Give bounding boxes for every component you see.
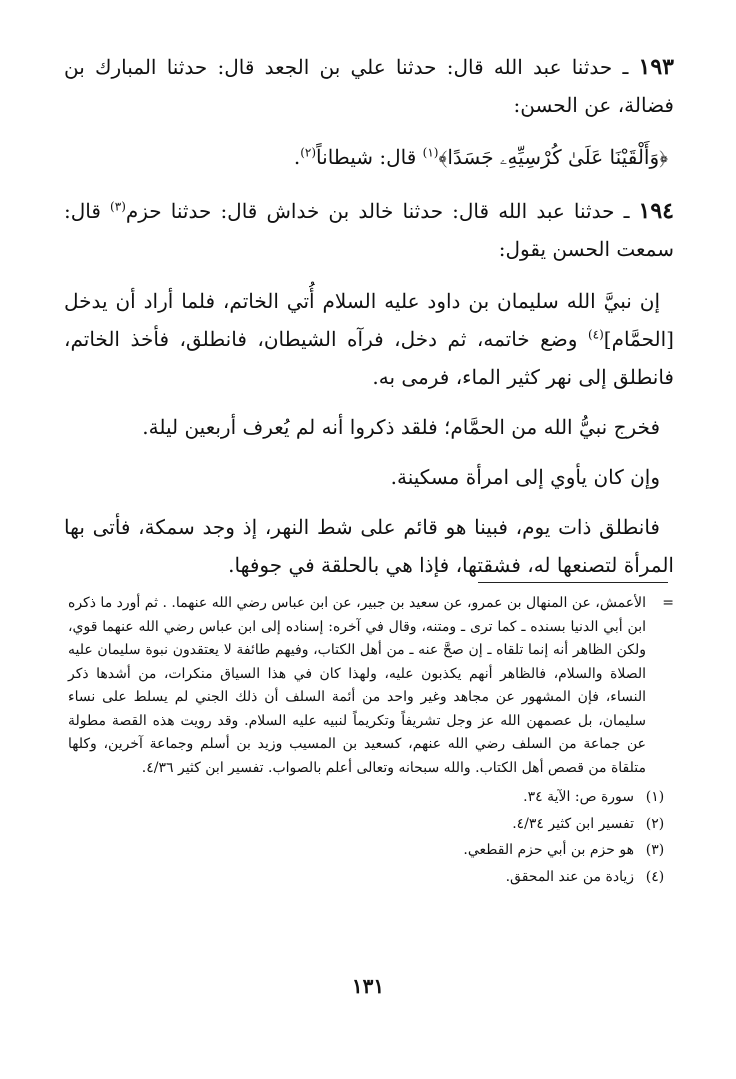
footnote-list: [68, 784, 668, 890]
footnote-item: [68, 784, 668, 811]
paragraph-2: فخرج نبيُّ الله من الحمَّام؛ فلقد ذكروا أنه لم يُعرف أربعين ليلة.: [142, 415, 660, 439]
quran-line: [64, 138, 674, 176]
sentence-end: .: [293, 145, 301, 169]
hadith-number: ١٩٣: [638, 54, 674, 80]
footnote-ref: (٤): [587, 327, 604, 342]
paragraph-1: [64, 282, 674, 396]
footnote-number: (٣): [645, 842, 665, 858]
hadith-194: [64, 192, 674, 268]
quran-verse: ﴿وَأَلْقَيْنَا عَلَىٰ كُرْسِيِّهِۦ جَسَدًا﴾: [438, 145, 668, 169]
hadith-chain-end: قال: سمعت الحسن يقول:: [64, 199, 674, 261]
footnote-item: [68, 837, 668, 864]
footnote-ref: (٣): [110, 199, 126, 214]
footnote-number: (٤): [645, 868, 665, 885]
footnote-item: [68, 864, 668, 891]
footnote-ref: (١): [422, 145, 439, 160]
hadith-number: ١٩٤: [638, 198, 674, 224]
page-number: ١٣١: [351, 974, 385, 998]
footnote-text: زيادة من عند المحقق.: [505, 868, 634, 885]
quran-commentary: قال: شيطاناً: [316, 145, 423, 169]
footnote-continuation: [68, 592, 674, 780]
hadith-chain: ـ حدثنا عبد الله قال: حدثنا خالد بن خداش قال: حدثنا حزم: [125, 199, 639, 223]
continuation-mark: =: [662, 595, 674, 611]
footnote-text: تفسير ابن كثير ٤/٣٤.: [512, 815, 634, 832]
hadith-193: [64, 48, 674, 124]
footnote-number: (٢): [645, 815, 665, 832]
footnote-ref: (٢): [300, 145, 317, 160]
footnote-separator: [478, 582, 668, 583]
paragraph-text: وضع خاتمه، ثم دخل، فرآه الشيطان، فانطلق، فأخذ الخاتم، فانطلق إلى نهر كثير الماء، فرمى به.: [64, 327, 674, 389]
continuation-text: الأعمش، عن المنهال بن عمرو، عن سعيد بن جبير، عن ابن عباس رضي الله عنهما. . ثم أورد ما ذكره ابن أبي الدنيا بسنده ـ كما ترى ـ ومتنه، وقال في آخره: إسناده إلى ابن عباس رضي الله عنهما قوي، ولكن الظاهر أنه إنما تلقاه ـ إن صحَّ عنه ـ من أهل الكتاب، وفيهم طائفة لا يعتقدون نبوة سليمان عليه الصلاة والسلام، فالظاهر أنهم يكذبون عليه، ولهذا كان في هذا السياق منكرات، من أشدها ذكر النساء، فإن المشهور عن مجاهد وغير واحد من أئمة السلف أن ذلك الجني لم يسلط على نساء سليمان، بل عصمهن الله عز وجل تشريفاً وتكريماً لنبيه عليه السلام. وقد رويت هذه القصة مطولة عن جماعة من السلف رضي الله عنهم، كسعيد بن المسيب وزيد بن أسلم وجماعة آخرين، وكلها متلقاة من قصص أهل الكتاب. والله سبحانه وتعالى أعلم بالصواب. تفسير ابن كثير ٤/٣٦.: [68, 595, 646, 776]
main-text: [64, 48, 674, 584]
paragraph-4: فانطلق ذات يوم، فبينا هو قائم على شط النهر، إذ وجد سمكة، فأتى بها المرأة لتصنعها له، فشقتها، فإذا هي بالحلقة في جوفها.: [64, 515, 674, 577]
footnotes: [68, 592, 674, 890]
footnote-item: [68, 811, 668, 838]
footnote-number: (١): [645, 789, 665, 805]
footnote-text: هو حزم بن أبي حزم القطعي.: [463, 842, 634, 858]
paragraph-text: إن نبيَّ الله سليمان بن داود عليه السلام أُتي الخاتم، فلما أراد أن يدخل [الحمَّام]: [64, 289, 674, 351]
hadith-chain: ـ حدثنا عبد الله قال: حدثنا علي بن الجعد قال: حدثنا المبارك بن فضالة، عن الحسن:: [64, 55, 674, 117]
footnote-text: سورة ص: الآية ٣٤.: [523, 789, 634, 805]
paragraph-3: وإن كان يأوي إلى امرأة مسكينة.: [390, 465, 660, 489]
